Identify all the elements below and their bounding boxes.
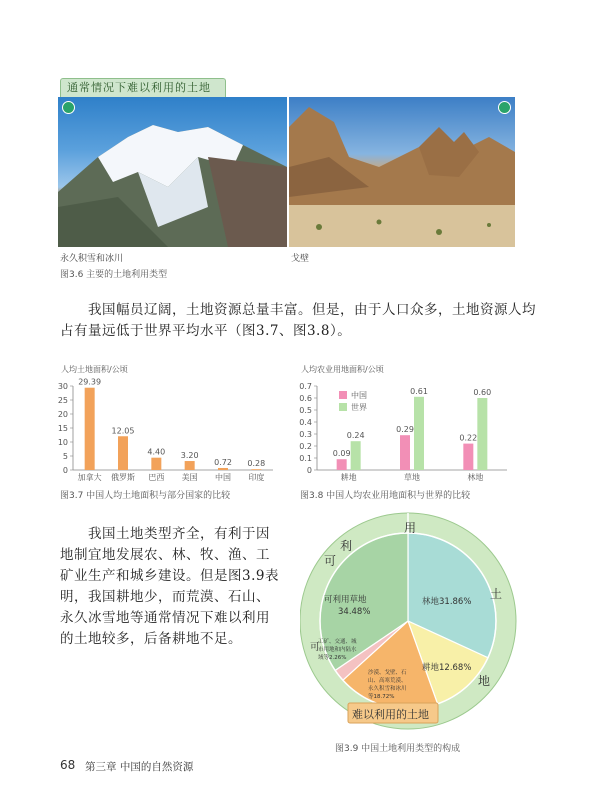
chart2-value-label: 0.22 bbox=[459, 433, 478, 443]
chart2-y-tick-label: 0.7 bbox=[299, 382, 312, 391]
pie-outer-char: 用 bbox=[404, 521, 417, 535]
chart2-y-tick-label: 0.3 bbox=[299, 430, 312, 439]
chart1-bar bbox=[251, 469, 261, 470]
chart-land-per-capita bbox=[55, 362, 280, 482]
globe-icon bbox=[498, 101, 511, 114]
chart2-bar bbox=[414, 397, 424, 470]
photo-caption-gobi: 戈壁 bbox=[291, 254, 310, 264]
fig38-caption: 图3.8 中国人均农业用地面积与世界的比较 bbox=[300, 491, 471, 501]
pie-label-urban: 市用地和内陆水 bbox=[318, 647, 357, 653]
chart1-bar bbox=[185, 461, 195, 470]
chart1-value-label: 4.40 bbox=[147, 447, 166, 457]
chart2-y-tick-label: 0.2 bbox=[299, 442, 312, 451]
pie-label-desert: 山、高寒荒漠、 bbox=[368, 678, 407, 684]
pie-label-farmland: 耕地12.68% bbox=[422, 663, 472, 673]
paragraph-2-line: 明，我国耕地少，而荒漠、石山、 bbox=[60, 589, 270, 605]
chart2-value-label: 0.61 bbox=[410, 386, 428, 396]
land-use-pie-chart bbox=[300, 510, 520, 735]
chart1-value-label: 0.72 bbox=[214, 457, 232, 467]
chart2-y-tick-label: 0.6 bbox=[299, 394, 312, 403]
chart2-legend-label: 世界 bbox=[351, 403, 367, 412]
chart1-y-tick-label: 0 bbox=[62, 466, 68, 475]
fig39-caption: 图3.9 中国土地利用类型的构成 bbox=[335, 744, 461, 754]
chart1-y-tick-label: 15 bbox=[57, 424, 68, 433]
pie-outer-char: 土 bbox=[490, 587, 503, 601]
pie-label-desert: 沙漠、戈壁、石 bbox=[368, 670, 407, 676]
globe-icon bbox=[62, 101, 75, 114]
glacier-photo bbox=[58, 97, 287, 247]
pie-label-grassland-pct: 34.48% bbox=[338, 607, 371, 617]
chart2-legend-swatch bbox=[339, 403, 347, 411]
chart2-bar bbox=[477, 398, 487, 470]
chart2-y-tick-label: 0.1 bbox=[299, 454, 312, 463]
chart1-category-label: 印度 bbox=[248, 473, 265, 482]
chart2-value-label: 0.60 bbox=[473, 388, 492, 397]
chart1-bar bbox=[151, 458, 161, 470]
chart2-bar bbox=[463, 444, 473, 470]
chart1-category-label: 俄罗斯 bbox=[111, 473, 135, 482]
paragraph-2-line: 矿业生产和城乡建设。但是图3.9表 bbox=[60, 568, 279, 584]
chart1-category-label: 加拿大 bbox=[77, 473, 102, 482]
paragraph-2-line: 地制宜地发展农、林、牧、渔、工 bbox=[60, 547, 270, 563]
chart1-ylabel: 人均土地面积/公顷 bbox=[61, 365, 128, 374]
fig37-caption: 图3.7 中国人均土地面积与部分国家的比较 bbox=[60, 491, 231, 501]
glacier-photo-illustration bbox=[58, 97, 287, 247]
paragraph-1-line: 我国幅员辽阔，土地资源总量丰富。但是，由于人口众多，土地资源人均 bbox=[88, 302, 536, 318]
chart1-bar bbox=[118, 436, 128, 470]
photo-section-header: 通常情况下难以利用的土地 bbox=[60, 78, 226, 97]
pie-outer-char: 利 bbox=[340, 539, 353, 553]
photo-caption-glacier: 永久积雪和冰川 bbox=[60, 254, 124, 264]
chart2-y-tick-label: 0 bbox=[306, 466, 312, 475]
chart2-legend-label: 中国 bbox=[351, 391, 367, 400]
chart1-y-tick-label: 5 bbox=[62, 452, 68, 461]
pie-outer-char: 可 bbox=[324, 554, 337, 568]
difficult-land-label: 难以利用的土地 bbox=[352, 708, 429, 721]
chart1-y-tick-label: 30 bbox=[57, 382, 68, 391]
pie-outer-char: 可 bbox=[310, 642, 320, 653]
chart2-value-label: 0.29 bbox=[396, 425, 414, 435]
chart1-value-label: 0.28 bbox=[247, 459, 266, 469]
chart2-category-label: 耕地 bbox=[340, 473, 357, 482]
paragraph-2-line: 我国土地类型齐全，有利于因 bbox=[88, 526, 270, 542]
paragraph-1-line: 占有量远低于世界平均水平（图3.7、图3.8）。 bbox=[60, 323, 352, 339]
page-number: 68 bbox=[60, 758, 76, 772]
paragraph-1 bbox=[60, 300, 540, 342]
chart2-bar bbox=[337, 459, 347, 470]
gobi-photo bbox=[289, 97, 515, 247]
chart2-y-tick-label: 0.4 bbox=[299, 418, 312, 427]
pie-label-desert: 永久积雪和冰川 bbox=[368, 686, 407, 692]
chart2-category-label: 草地 bbox=[404, 473, 420, 482]
paragraph-2-line: 的土地较多，后备耕地不足。 bbox=[60, 631, 242, 647]
pie-label-urban: 工矿、交通、城 bbox=[318, 639, 357, 645]
fig36-caption: 图3.6 主要的土地利用类型 bbox=[60, 270, 168, 280]
pie-label-forest: 林地31.86% bbox=[422, 597, 472, 607]
gobi-photo-illustration bbox=[289, 97, 515, 247]
chart1-category-label: 巴西 bbox=[148, 473, 165, 482]
pie-label-grassland: 可利用草地 bbox=[324, 595, 367, 605]
chart2-bar bbox=[351, 441, 361, 470]
chart1-y-tick-label: 10 bbox=[57, 438, 68, 447]
chart1-y-tick-label: 20 bbox=[57, 410, 68, 419]
chart2-ylabel: 人均农业用地面积/公顷 bbox=[301, 365, 384, 374]
paragraph-2-line: 永久冰雪地等通常情况下难以利用 bbox=[60, 610, 270, 626]
chart2-bar bbox=[400, 435, 410, 470]
chart1-bar bbox=[218, 468, 228, 470]
pie-label-urban: 域等2.26% bbox=[318, 655, 347, 661]
chart2-y-tick-label: 0.5 bbox=[299, 406, 312, 415]
chart-farmland-per-capita bbox=[295, 362, 520, 482]
chart1-y-tick-label: 25 bbox=[57, 396, 68, 405]
chart1-value-label: 29.39 bbox=[78, 377, 102, 387]
chart1-category-label: 美国 bbox=[181, 473, 198, 482]
chart2-value-label: 0.09 bbox=[332, 449, 351, 459]
chart1-bar bbox=[85, 388, 95, 470]
pie-outer-char: 地 bbox=[478, 674, 491, 688]
chart1-value-label: 3.20 bbox=[180, 451, 199, 461]
chart2-category-label: 林地 bbox=[467, 473, 484, 482]
paragraph-2 bbox=[60, 524, 305, 650]
pie-label-desert: 等18.72% bbox=[368, 694, 395, 700]
chart1-value-label: 12.05 bbox=[111, 426, 135, 436]
chart2-value-label: 0.24 bbox=[346, 431, 365, 441]
chart2-legend-swatch bbox=[339, 391, 347, 399]
chart1-category-label: 中国 bbox=[215, 473, 231, 482]
chapter-title: 第三章 中国的自然资源 bbox=[85, 761, 194, 773]
